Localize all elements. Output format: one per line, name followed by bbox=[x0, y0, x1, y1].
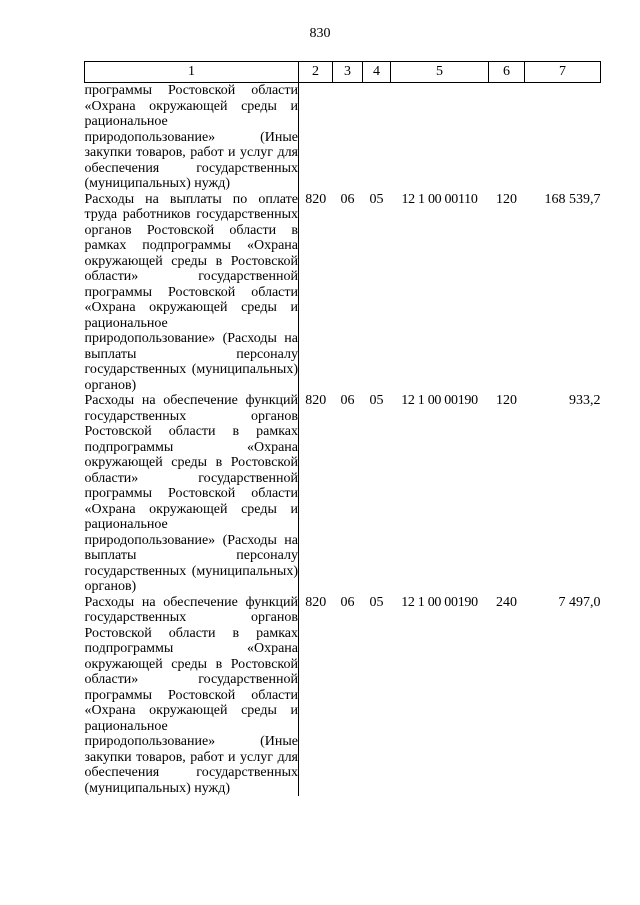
header-col-3: 3 bbox=[333, 62, 363, 83]
row-subsection: 05 bbox=[369, 191, 384, 207]
row-description: Расходы на обеспечение функций государственных органов Ростовской области в рамках подпрограммы «Охрана окружающей среды в Ростовской области» государственной программы Ростовской области «Охрана окружающей среды и рациональное природопользование» (Расходы на выплаты персоналу государственных (муниципальных) органов) bbox=[84, 393, 298, 594]
row-amount bbox=[525, 83, 601, 192]
row-target: 12 1 00 00110 bbox=[401, 191, 478, 207]
row-amount: 7 497,0 bbox=[558, 594, 601, 610]
table-row bbox=[85, 83, 601, 192]
row-ministry: 820 bbox=[305, 594, 327, 610]
row-description: Расходы на выплаты по оплате труда работников государственных органов Ростовской области в рамках подпрограммы «Охрана окружающей среды в Ростовской области» государственной программы Ростовской области «Охрана окружающей среды и рациональное природопользование» (Расходы на выплаты персоналу государственных (муниципальных) органов) bbox=[84, 191, 298, 393]
row-target: 12 1 00 00190 bbox=[401, 393, 478, 408]
row-ministry: 820 bbox=[305, 191, 327, 207]
table-row bbox=[85, 192, 601, 394]
row-target bbox=[391, 83, 489, 192]
header-col-7: 7 bbox=[525, 62, 601, 83]
row-expense-type: 240 bbox=[496, 594, 517, 610]
header-row bbox=[85, 62, 601, 83]
row-amount: 933,2 bbox=[569, 393, 601, 408]
row-expense-type: 120 bbox=[496, 393, 517, 408]
row-section: 06 bbox=[340, 191, 355, 207]
table-row bbox=[85, 393, 601, 595]
header-col-4: 4 bbox=[363, 62, 391, 83]
header-col-2: 2 bbox=[299, 62, 333, 83]
header-col-6: 6 bbox=[489, 62, 525, 83]
row-ministry bbox=[299, 83, 333, 192]
row-target: 12 1 00 00190 bbox=[401, 594, 478, 610]
header-col-1: 1 bbox=[85, 62, 299, 83]
row-section: 06 bbox=[340, 594, 355, 610]
page-number: 830 bbox=[309, 26, 331, 41]
row-ministry: 820 bbox=[305, 393, 327, 408]
row-subsection: 05 bbox=[369, 393, 384, 408]
table-header bbox=[85, 62, 601, 83]
row-expense-type bbox=[489, 83, 525, 192]
row-subsection bbox=[363, 83, 391, 192]
row-section bbox=[333, 83, 363, 192]
budget-table bbox=[84, 61, 601, 796]
row-description: программы Ростовской области «Охрана окружающей среды и рациональное природопользование» (Иные закупки товаров, работ и услуг для обеспечения государственных (муниципальных) нужд) bbox=[84, 83, 298, 191]
table-body bbox=[85, 83, 601, 797]
header-col-5: 5 bbox=[391, 62, 489, 83]
row-amount: 168 539,7 bbox=[544, 191, 601, 207]
row-description: Расходы на обеспечение функций государственных органов Ростовской области в рамках подпрограммы «Охрана окружающей среды в Ростовской области» государственной программы Ростовской области «Охрана окружающей среды и рациональное природопользование» (Иные закупки товаров, работ и услуг для обеспечения государственных (муниципальных) нужд) bbox=[84, 594, 298, 796]
row-subsection: 05 bbox=[369, 594, 384, 610]
row-expense-type: 120 bbox=[496, 191, 517, 207]
row-section: 06 bbox=[340, 393, 355, 408]
table-row bbox=[85, 595, 601, 797]
